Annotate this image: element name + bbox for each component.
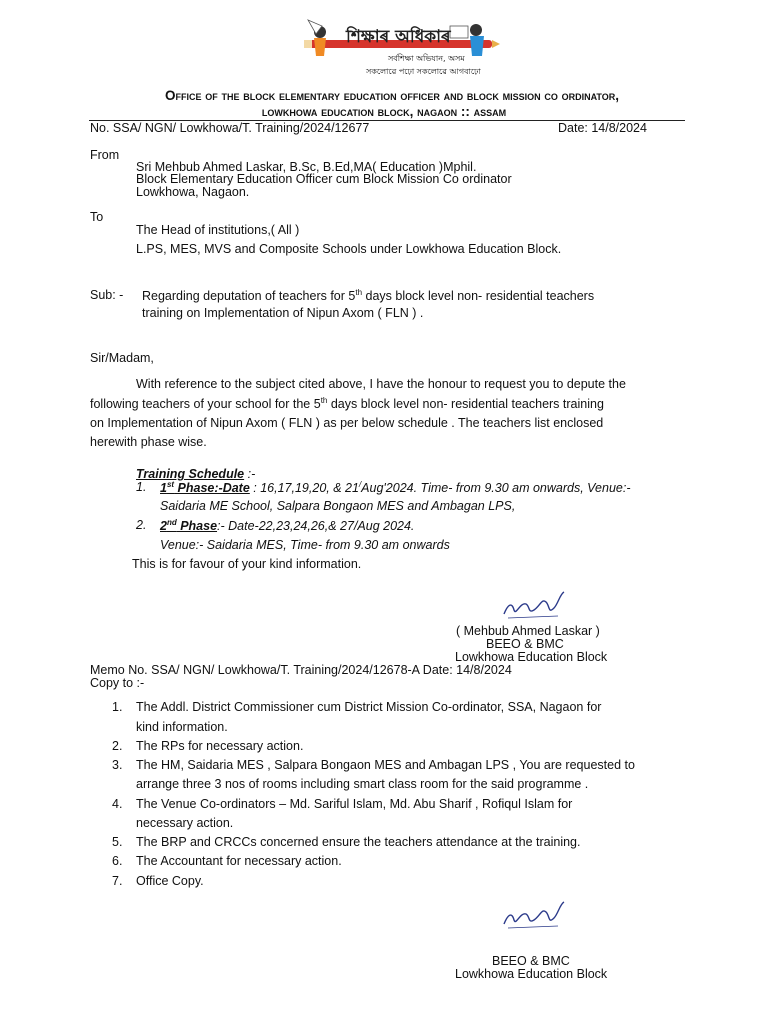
- copy-item-line: The Accountant for necessary action.: [136, 854, 342, 868]
- copy-item-number: 4.: [112, 797, 123, 811]
- copy-item-line: kind information.: [136, 720, 228, 734]
- body-line2: following teachers of your school for the 5th days block level non- residential teachers training: [90, 396, 604, 412]
- schedule-item-2: 2nd Phase:- Date-22,23,24,26,& 27/Aug 2024.: [160, 518, 415, 534]
- signatory-name: ( Mehbub Ahmed Laskar ): [456, 624, 600, 638]
- body-line3: on Implementation of Nipun Axom ( FLN ) as per below schedule . The teachers list enclosed: [90, 416, 604, 430]
- logo-subtitle: সৰ্বশিক্ষা অভিযান, অসম: [388, 54, 465, 63]
- logo-motto: সকলোৱে পঢ়ো সকলোৱে আগবাঢ়ো: [366, 67, 481, 76]
- from-line3: Lowkhowa, Nagaon.: [136, 185, 250, 199]
- copy-item-number: 6.: [112, 854, 123, 868]
- office-header-line2: lowkhowa education block, nagaon :: assam: [261, 104, 507, 119]
- salutation: Sir/Madam,: [90, 351, 154, 365]
- to-line2: L.PS, MES, MVS and Composite Schools under Lowkhowa Education Block.: [136, 242, 562, 256]
- to-line1: The Head of institutions,( All ): [136, 223, 300, 237]
- copy-item-number: 5.: [112, 835, 123, 849]
- signature-icon: [498, 894, 572, 936]
- copy-item-number: 3.: [112, 758, 123, 772]
- reference-number: No. SSA/ NGN/ Lowkhowa/T. Training/2024/12677: [90, 121, 370, 135]
- schedule-item-2-number: 2.: [136, 518, 147, 532]
- signatory-designation: BEEO & BMC: [492, 954, 570, 968]
- schedule-item-1-number: 1.: [136, 480, 147, 494]
- copy-item-number: 7.: [112, 874, 123, 888]
- copy-item-line: The BRP and CRCCs concerned ensure the teachers attendance at the training.: [136, 835, 581, 849]
- schedule-heading: Training Schedule :-: [136, 467, 256, 481]
- subject-label: Sub: -: [90, 288, 124, 302]
- schedule-item-1-line2: Saidaria ME School, Salpara Bongaon MES and Ambagan LPS,: [160, 499, 516, 513]
- reference-date: Date: 14/8/2024: [558, 121, 647, 135]
- closing-line: This is for favour of your kind information.: [132, 557, 362, 571]
- copy-item-line: The RPs for necessary action.: [136, 739, 304, 753]
- body-line1: With reference to the subject cited above, I have the honour to request you to depute the: [136, 377, 626, 391]
- copy-item-line: Office Copy.: [136, 874, 204, 888]
- signatory-office: Lowkhowa Education Block: [455, 967, 608, 981]
- signatory-office: Lowkhowa Education Block: [455, 650, 608, 664]
- copy-item-line: necessary action.: [136, 816, 234, 830]
- body-line4: herewith phase wise.: [90, 435, 207, 449]
- copy-to-label: Copy to :-: [90, 676, 145, 690]
- signature-icon: [498, 584, 572, 624]
- from-label: From: [90, 148, 120, 162]
- subject-line1: Regarding deputation of teachers for 5th days block level non- residential teachers: [142, 288, 595, 304]
- copy-item-line: arrange three 3 nos of rooms including smart class room for the said programme .: [136, 777, 589, 791]
- copy-item-number: 1.: [112, 700, 123, 714]
- copy-item-line: The Addl. District Commissioner cum District Mission Co-ordinator, SSA, Nagaon for: [136, 700, 602, 714]
- copy-item-line: The Venue Co-ordinators – Md. Sariful Islam, Md. Abu Sharif , Rofiqul Islam for: [136, 797, 573, 811]
- copy-item-number: 2.: [112, 739, 123, 753]
- copy-item-line: The HM, Saidaria MES , Salpara Bongaon MES and Ambagan LPS , You are requested to: [136, 758, 635, 772]
- logo-title: শিক্ষাৰ অধিকাৰ: [346, 27, 451, 47]
- from-line1: Sri Mehbub Ahmed Laskar, B.Sc, B.Ed,MA( Education )Mphil.: [136, 160, 477, 174]
- signatory-designation: BEEO & BMC: [486, 637, 564, 651]
- subject-line2: training on Implementation of Nipun Axom ( FLN ) .: [142, 306, 424, 320]
- memo-number: Memo No. SSA/ NGN/ Lowkhowa/T. Training/2024/12678-A Date: 14/8/2024: [90, 663, 512, 677]
- office-header-line1: Office of the block elementary education officer and block mission co ordinator,: [165, 88, 619, 103]
- schedule-item-1: 1st Phase:-Date : 16,17,19,20, & 21/Aug'2024. Time- from 9.30 am onwards, Venue:-: [160, 480, 631, 496]
- schedule-item-2-line2: Venue:- Saidaria MES, Time- from 9.30 am onwards: [160, 538, 450, 552]
- from-line2: Block Elementary Education Officer cum Block Mission Co ordinator: [136, 172, 512, 186]
- to-label: To: [90, 210, 104, 224]
